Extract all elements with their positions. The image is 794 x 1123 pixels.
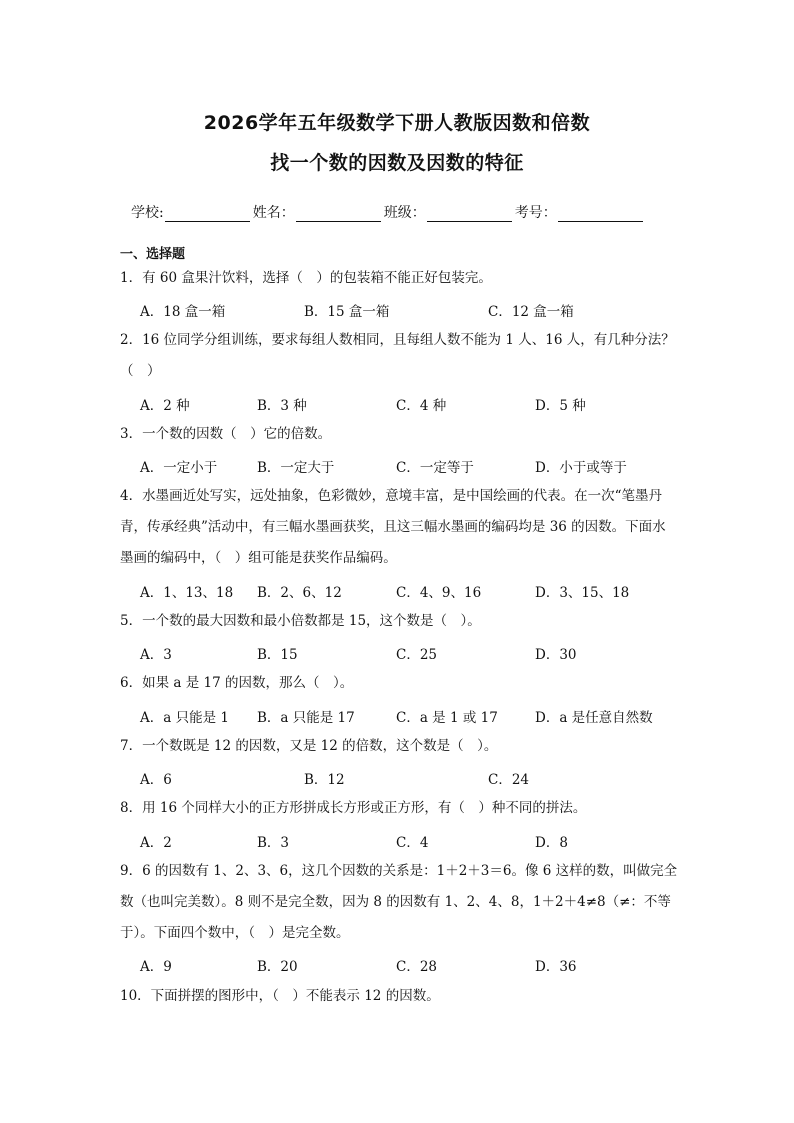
question-5 xyxy=(120,606,690,637)
option-c[interactable]: C．25 xyxy=(396,647,438,663)
question-10 xyxy=(120,981,690,1012)
school-label: 学校: xyxy=(131,205,164,221)
question-line: （ ） xyxy=(120,363,161,379)
question-line: 青，传承经典”活动中，有三幅水墨画获奖，且这三幅水墨画的编码均是 36 的因数。下面水 xyxy=(120,519,666,535)
class-blank[interactable] xyxy=(427,205,512,222)
question-4-options xyxy=(140,581,700,601)
option-d[interactable]: D．36 xyxy=(535,959,577,975)
question-line: 7．一个数既是 12 的因数，又是 12 的倍数，这个数是（ ）。 xyxy=(120,738,498,754)
name-blank[interactable] xyxy=(296,205,381,222)
option-b[interactable]: B．一定大于 xyxy=(257,460,335,476)
question-8 xyxy=(120,793,690,824)
question-line: 4．水墨画近处写实，远处抽象，色彩微妙，意境丰富，是中国绘画的代表。在一次“笔墨丹 xyxy=(120,488,662,504)
question-line: 5．一个数的最大因数和最小倍数都是 15，这个数是（ ）。 xyxy=(120,613,481,629)
question-7-options xyxy=(140,768,700,788)
question-line: 2．16 位同学分组训练，要求每组人数相同，且每组人数不能为 1 人、16 人，有几种分法？ xyxy=(120,332,675,348)
option-a[interactable]: A．9 xyxy=(140,959,172,975)
question-9-options xyxy=(140,955,700,975)
question-line: 10．下面拼摆的图形中，（ ）不能表示 12 的因数。 xyxy=(120,988,440,1004)
option-a[interactable]: A．一定小于 xyxy=(140,460,218,476)
worksheet-title: 2026学年五年级数学下册人教版因数和倍数 xyxy=(203,112,591,134)
name-label: 姓名： xyxy=(252,205,295,221)
question-6 xyxy=(120,668,690,699)
option-c[interactable]: C．12 盒一箱 xyxy=(488,304,574,320)
option-c[interactable]: C．一定等于 xyxy=(396,460,474,476)
student-info-row xyxy=(131,202,646,222)
question-line: 3．一个数的因数（ ）它的倍数。 xyxy=(120,426,332,442)
question-line: 墨画的编码中，（ ）组可能是获奖作品编码。 xyxy=(120,550,397,566)
option-b[interactable]: B．a 只能是 17 xyxy=(257,710,355,726)
question-3 xyxy=(120,419,690,450)
question-6-options xyxy=(140,706,700,726)
option-d[interactable]: D．a 是任意自然数 xyxy=(535,710,653,726)
option-b[interactable]: B．20 xyxy=(257,959,298,975)
question-1-options xyxy=(140,300,700,320)
option-d[interactable]: D．8 xyxy=(535,835,568,851)
option-b[interactable]: B．2、6、12 xyxy=(257,585,342,601)
option-b[interactable]: B．15 盒一箱 xyxy=(304,304,390,320)
question-3-options xyxy=(140,456,700,476)
section-title: 一、选择题 xyxy=(120,247,186,262)
class-label: 班级： xyxy=(383,205,426,221)
option-c[interactable]: C．28 xyxy=(396,959,438,975)
option-b[interactable]: B．15 xyxy=(257,647,298,663)
option-c[interactable]: C．4、9、16 xyxy=(396,585,482,601)
option-b[interactable]: B．3 种 xyxy=(257,398,307,414)
option-d[interactable]: D．小于或等于 xyxy=(535,460,627,476)
option-a[interactable]: A．a 只能是 1 xyxy=(140,710,229,726)
option-c[interactable]: C．4 种 xyxy=(396,398,447,414)
question-1 xyxy=(120,263,690,294)
question-9 xyxy=(120,856,690,949)
option-a[interactable]: A．2 种 xyxy=(140,398,190,414)
question-7 xyxy=(120,731,690,762)
option-d[interactable]: D．3、15、18 xyxy=(535,585,630,601)
question-4 xyxy=(120,481,690,574)
question-line: 8．用 16 个同样大小的正方形拼成长方形或正方形，有（ ）种不同的拼法。 xyxy=(120,800,587,816)
question-line: 9．6 的因数有 1、2、3、6，这几个因数的关系是：1＋2＋3＝6。像 6 这样的数，叫做完全 xyxy=(120,863,678,879)
question-2-options xyxy=(140,394,700,414)
option-c[interactable]: C．4 xyxy=(396,835,429,851)
question-line: 1．有 60 盒果汁饮料，选择（ ）的包装箱不能正好包装完。 xyxy=(120,270,492,286)
option-a[interactable]: A．6 xyxy=(140,772,172,788)
question-8-options xyxy=(140,831,700,851)
option-d[interactable]: D．5 种 xyxy=(535,398,586,414)
question-2 xyxy=(120,325,690,387)
worksheet-subtitle: 找一个数的因数及因数的特征 xyxy=(270,152,524,174)
exam-number-label: 考号： xyxy=(514,205,557,221)
option-a[interactable]: A．3 xyxy=(140,647,172,663)
exam-number-blank[interactable] xyxy=(558,205,643,222)
option-b[interactable]: B．3 xyxy=(257,835,290,851)
option-c[interactable]: C．a 是 1 或 17 xyxy=(396,710,498,726)
question-line: 数（也叫完美数）。8 则不是完全数，因为 8 的因数有 1、2、4、8，1＋2＋4≠8（≠：不等 xyxy=(120,894,671,910)
option-a[interactable]: A．18 盒一箱 xyxy=(140,304,226,320)
question-line: 6．如果 a 是 17 的因数，那么（ ）。 xyxy=(120,675,354,691)
question-5-options xyxy=(140,643,700,663)
school-blank[interactable] xyxy=(165,205,250,222)
option-d[interactable]: D．30 xyxy=(535,647,577,663)
option-a[interactable]: A．1、13、18 xyxy=(140,585,234,601)
option-b[interactable]: B．12 xyxy=(304,772,345,788)
option-a[interactable]: A．2 xyxy=(140,835,172,851)
question-line: 于）。下面四个数中，（ ）是完全数。 xyxy=(120,925,350,941)
option-c[interactable]: C．24 xyxy=(488,772,530,788)
